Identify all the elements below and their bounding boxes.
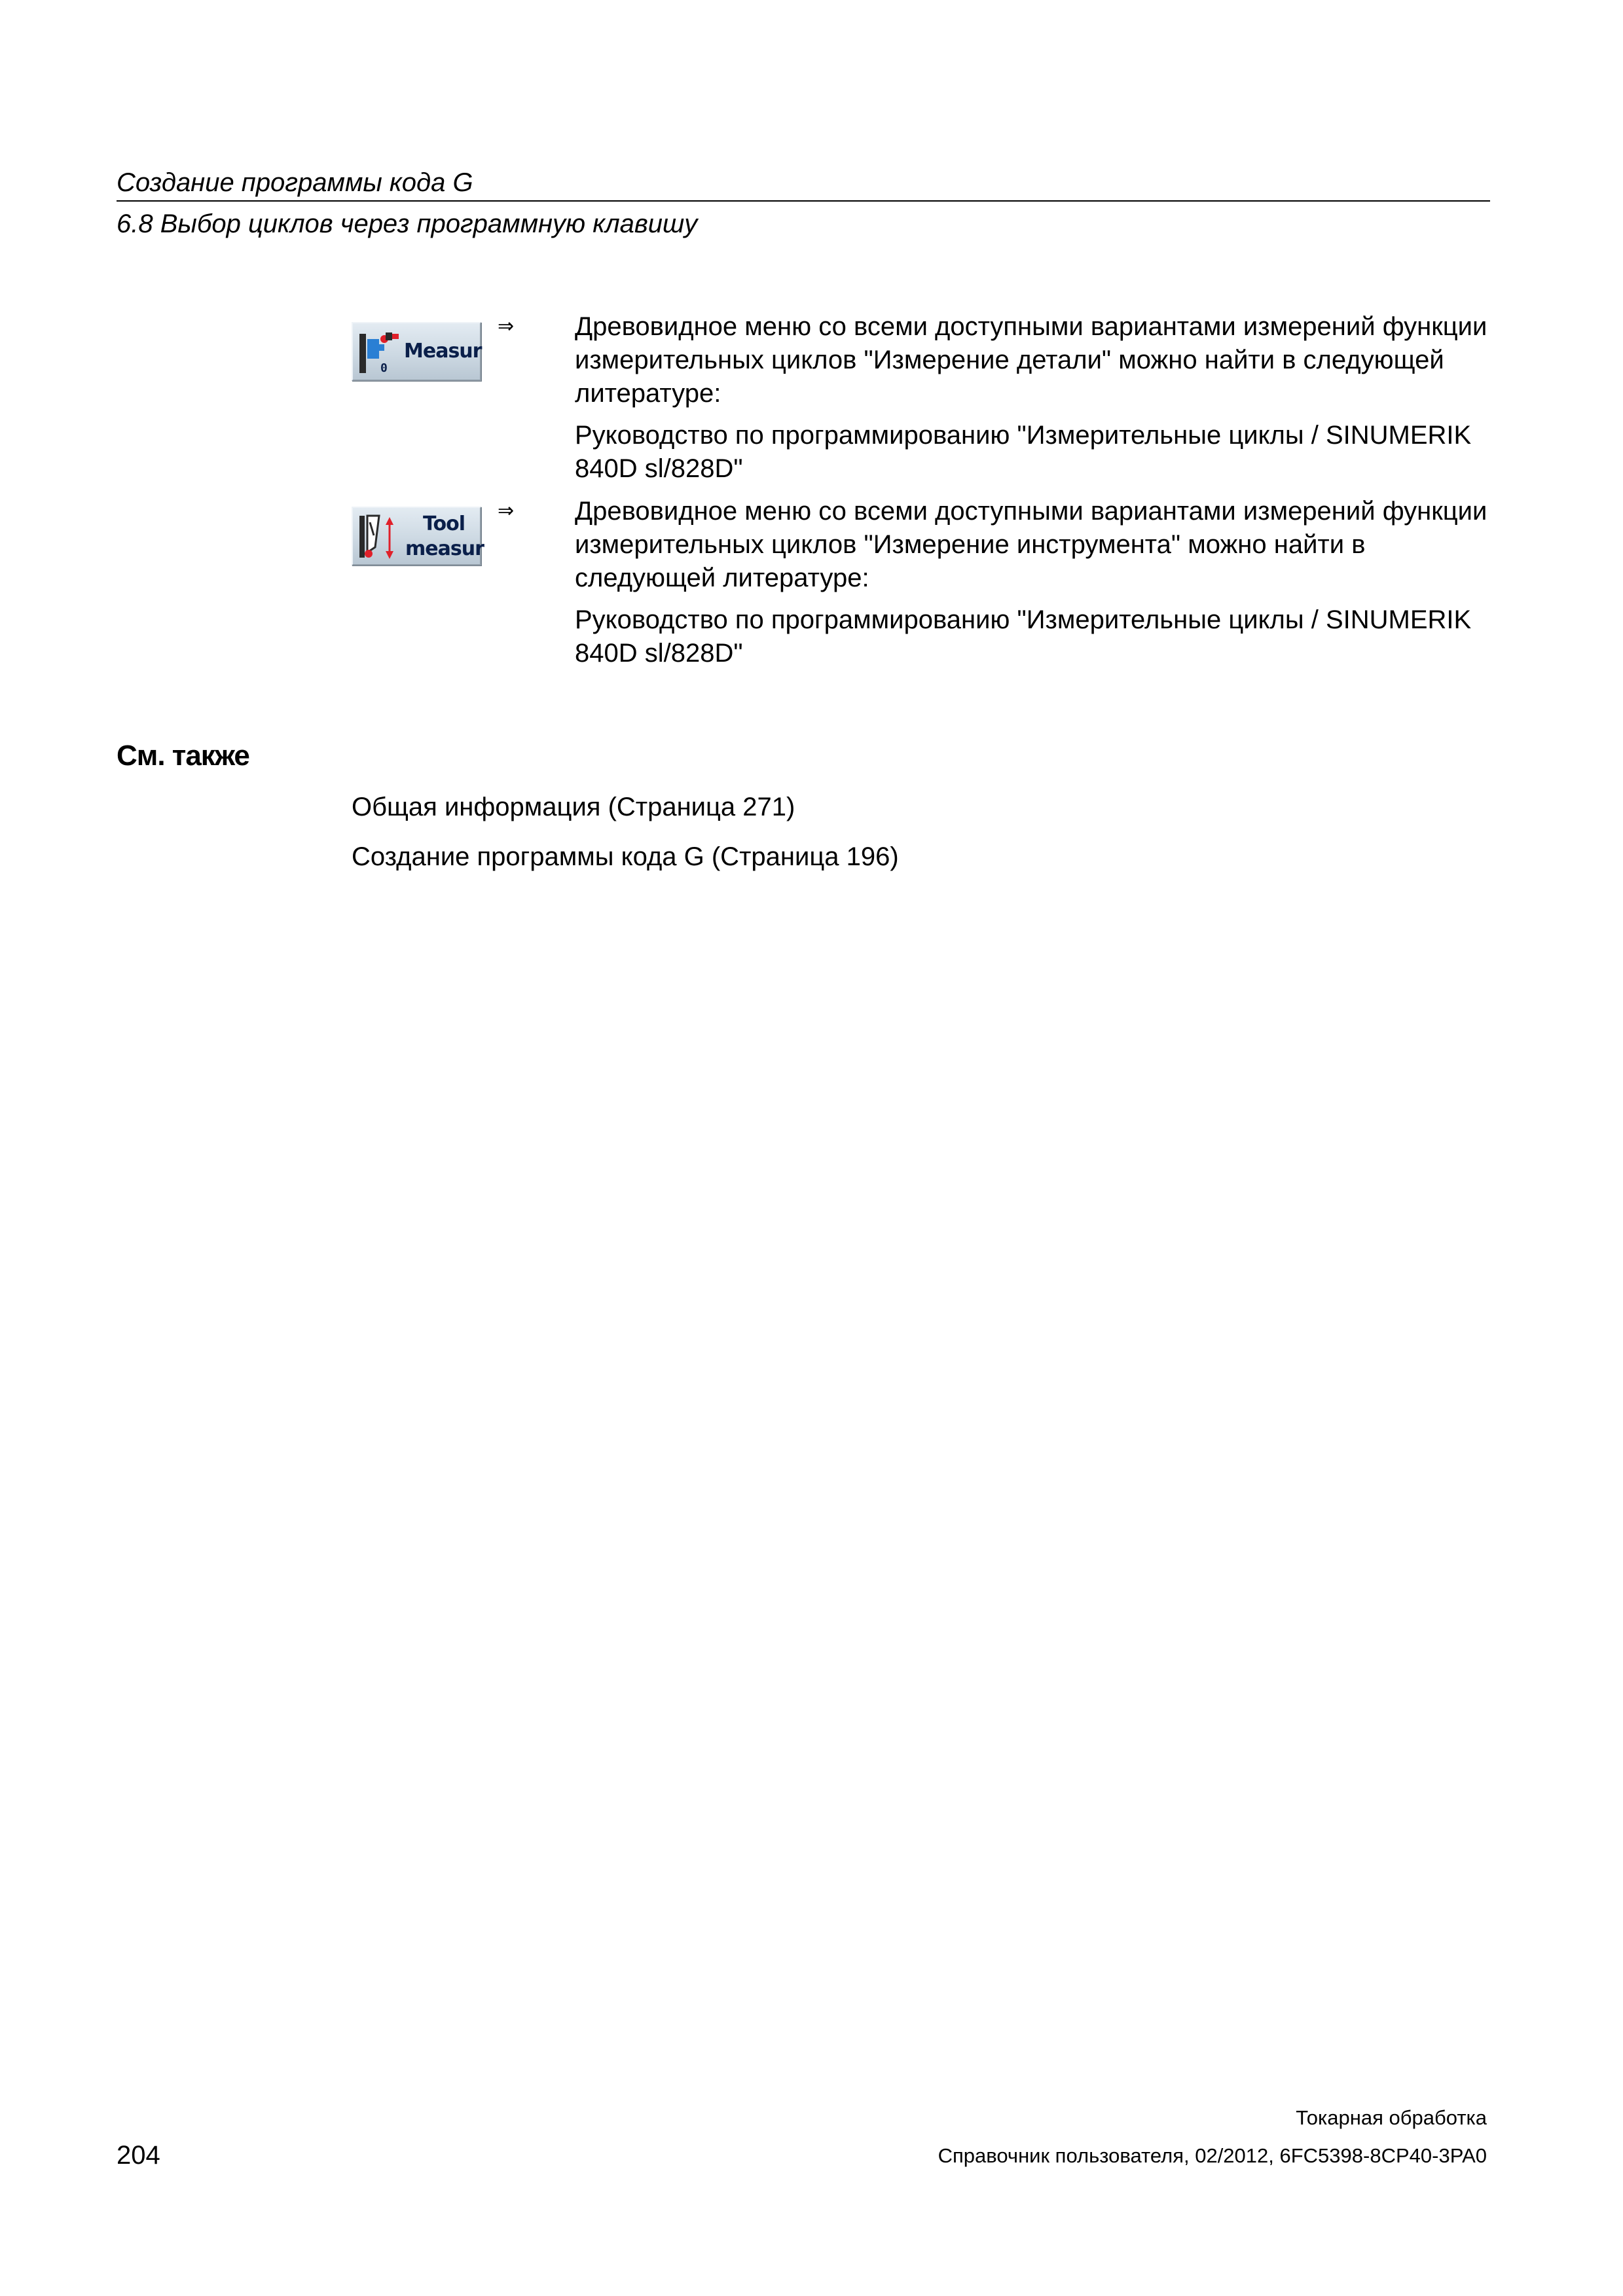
tool-measure-icon <box>356 509 408 564</box>
arrow-icon: ⇒ <box>498 315 515 338</box>
footer-manual-info: Справочник пользователя, 02/2012, 6FC5398-8CP40-3PA0 <box>938 2144 1487 2167</box>
see-also-heading: См. также <box>117 740 249 772</box>
see-also-link-create-gcode[interactable]: Создание программы кода G (Страница 196) <box>352 842 899 871</box>
tool-measure-description: Древовидное меню со всеми доступными вариантами измерений функции измерительных циклов "Измерение инструмента" можно найти в следующей литературе: <box>575 497 1487 592</box>
measure-workpiece-softkey[interactable] <box>352 322 481 381</box>
softkey-label-line1: Tool <box>423 512 465 535</box>
tool-measure-softkey[interactable] <box>352 507 484 565</box>
footer-product: Токарная обработка <box>1296 2106 1487 2129</box>
arrow-icon: ⇒ <box>498 499 515 522</box>
page-number: 204 <box>117 2141 160 2170</box>
measure-workpiece-description: Древовидное меню со всеми доступными вариантами измерений функции измерительных циклов "Измерение детали" можно найти в следующей литературе: <box>575 312 1487 408</box>
header-divider <box>117 200 1490 202</box>
see-also-link-general-info[interactable]: Общая информация (Страница 271) <box>352 793 795 821</box>
tool-measure-reference: Руководство по программированию "Измерительные циклы / SINUMERIK 840D sl/828D" <box>575 605 1472 668</box>
section-title: 6.8 Выбор циклов через программную клавишу <box>117 209 698 238</box>
softkey-label-line2: measur <box>405 537 484 560</box>
measure-workpiece-reference: Руководство по программированию "Измерительные циклы / SINUMERIK 840D sl/828D" <box>575 421 1472 483</box>
chapter-title: Создание программы кода G <box>117 168 473 197</box>
svg-text:0: 0 <box>380 361 388 375</box>
measure-workpiece-icon <box>356 325 408 380</box>
softkey-label: Measur <box>404 340 482 363</box>
